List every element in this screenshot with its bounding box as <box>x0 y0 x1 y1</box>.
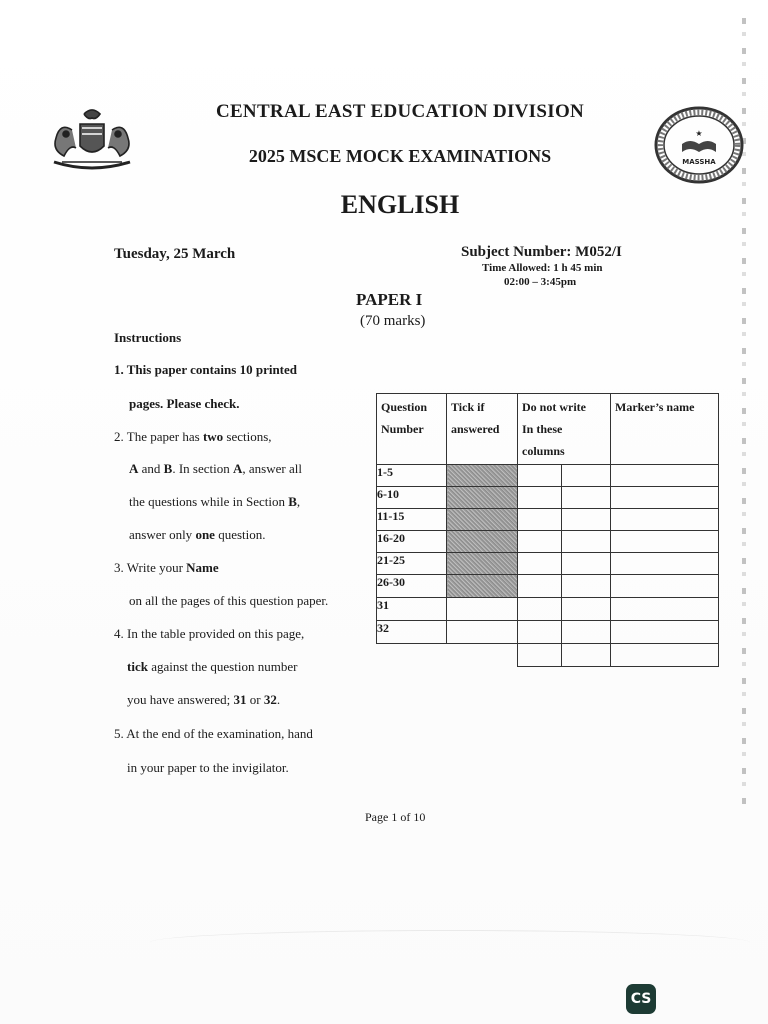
total-marker-cell[interactable] <box>611 644 719 667</box>
score-cell[interactable] <box>518 621 562 644</box>
total-cell[interactable] <box>518 644 562 667</box>
instruction-1: 1. This paper contains 10 printed <box>114 362 298 377</box>
time-allowed: Time Allowed: 1 h 45 min <box>482 262 603 274</box>
shaded-cell <box>447 575 518 598</box>
score-cell[interactable] <box>518 598 562 621</box>
svg-text:★: ★ <box>695 129 703 138</box>
exam-date: Tuesday, 25 March <box>114 246 236 262</box>
instruction-2-line-3: the questions while in Section B, <box>129 494 301 509</box>
marker-cell[interactable] <box>611 621 719 644</box>
total-cell[interactable] <box>562 644 611 667</box>
page-number: Page 1 of 10 <box>365 810 426 824</box>
instruction-2-line-2: A and B. In section A, answer all <box>129 461 302 476</box>
score-cell[interactable] <box>518 465 562 487</box>
question-number-cell: 11-15 <box>377 509 447 531</box>
score-cell[interactable] <box>562 553 611 575</box>
question-number-cell: 1-5 <box>377 465 447 487</box>
question-number-cell: 32 <box>377 621 447 644</box>
question-number-cell: 26-30 <box>377 575 447 598</box>
instruction-4: 4. In the table provided on this page, <box>114 626 305 641</box>
table-row <box>377 553 719 575</box>
time-range: 02:00 – 3:45pm <box>504 276 577 288</box>
table-total-row <box>377 644 719 667</box>
score-cell[interactable] <box>518 531 562 553</box>
division-title: CENTRAL EAST EDUCATION DIVISION <box>215 101 585 122</box>
table-row <box>377 621 719 644</box>
camscanner-badge: CS <box>626 984 656 1014</box>
score-cell[interactable] <box>562 621 611 644</box>
shaded-cell <box>447 553 518 575</box>
subject-number: Subject Number: M052/I <box>461 244 622 260</box>
shaded-cell <box>447 487 518 509</box>
score-cell[interactable] <box>562 487 611 509</box>
instruction-5-cont: in your paper to the invigilator. <box>127 760 289 775</box>
table-header-row <box>377 394 719 465</box>
marker-cell[interactable] <box>611 509 719 531</box>
tick-cell-32[interactable] <box>447 621 518 644</box>
instruction-2-line-4: answer only one question. <box>129 527 266 542</box>
paper-label: PAPER I <box>356 290 423 309</box>
marker-cell[interactable] <box>611 487 719 509</box>
instruction-2: 2. The paper has two sections, <box>114 429 272 444</box>
table-row <box>377 531 719 553</box>
question-number-cell: 6-10 <box>377 487 447 509</box>
instruction-4-line-2: tick against the question number <box>127 659 298 674</box>
question-number-cell: 31 <box>377 598 447 621</box>
marks-label: (70 marks) <box>360 313 426 329</box>
question-number-cell: 21-25 <box>377 553 447 575</box>
question-number-cell: 16-20 <box>377 531 447 553</box>
empty-cell <box>377 644 447 667</box>
marker-cell[interactable] <box>611 575 719 598</box>
header-question-number: Question Number <box>377 394 447 465</box>
score-cell[interactable] <box>562 509 611 531</box>
marker-cell[interactable] <box>611 465 719 487</box>
tick-cell-31[interactable] <box>447 598 518 621</box>
score-cell[interactable] <box>562 531 611 553</box>
shaded-cell <box>447 465 518 487</box>
score-cell[interactable] <box>518 487 562 509</box>
table-row <box>377 487 719 509</box>
header-tick-if-answered: Tick if answered <box>447 394 518 465</box>
instruction-3: 3. Write your Name <box>114 560 219 575</box>
table-row <box>377 465 719 487</box>
instructions-heading: Instructions <box>114 330 182 345</box>
scan-curve-artifact <box>150 930 750 955</box>
score-cell[interactable] <box>518 553 562 575</box>
shaded-cell <box>447 531 518 553</box>
svg-text:MASSHA: MASSHA <box>682 158 716 166</box>
instruction-5: 5. At the end of the examination, hand <box>114 726 313 741</box>
score-cell[interactable] <box>562 465 611 487</box>
table-row <box>377 598 719 621</box>
instruction-4-line-3: you have answered; 31 or 32. <box>127 692 281 707</box>
marker-cell[interactable] <box>611 531 719 553</box>
score-cell[interactable] <box>562 598 611 621</box>
header-markers-name: Marker’s name <box>611 394 719 465</box>
instruction-1-cont: pages. Please check. <box>129 396 240 411</box>
table-row <box>377 509 719 531</box>
question-tally-table <box>376 393 719 667</box>
marker-cell[interactable] <box>611 553 719 575</box>
shaded-cell <box>447 509 518 531</box>
table-row <box>377 575 719 598</box>
header-do-not-write: Do not write In these columns <box>518 394 611 465</box>
instruction-3-cont: on all the pages of this question paper. <box>129 593 329 608</box>
score-cell[interactable] <box>518 509 562 531</box>
marker-cell[interactable] <box>611 598 719 621</box>
subject-title: ENGLISH <box>340 190 460 219</box>
score-cell[interactable] <box>562 575 611 598</box>
empty-cell <box>447 644 518 667</box>
score-cell[interactable] <box>518 575 562 598</box>
exam-title: 2025 MSCE MOCK EXAMINATIONS <box>248 146 552 166</box>
